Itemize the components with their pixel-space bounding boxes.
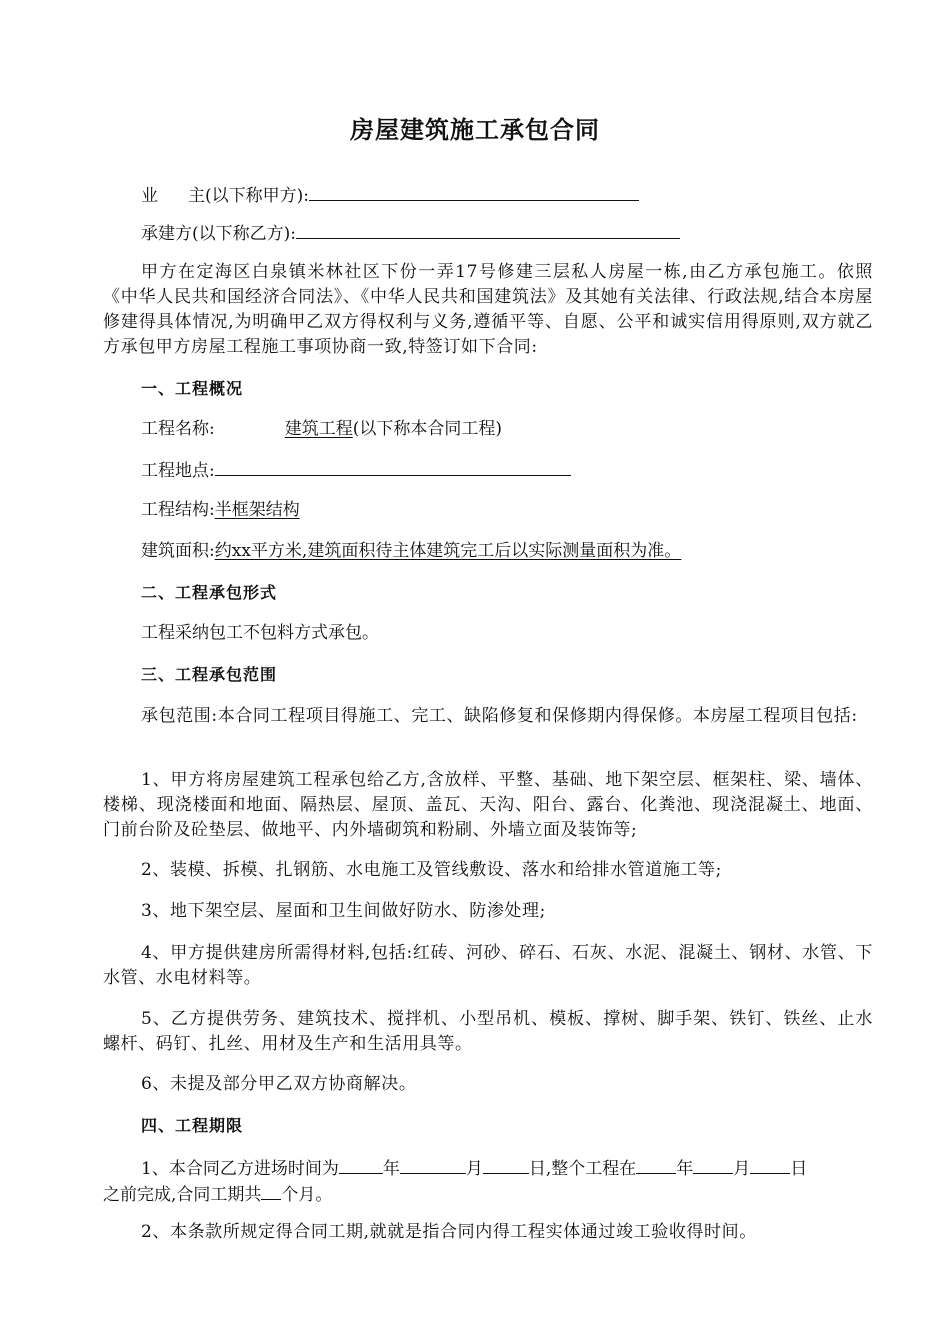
project-structure-value: 半框架结构 [214,500,300,520]
finish-month-label: 月 [733,1159,751,1179]
entry-month-label: 月 [465,1159,483,1179]
scope-item-2: 2、装模、拆模、扎钢筋、水电施工及管线敷设、落水和给排水管道施工等; [141,860,722,880]
scope-paragraph: 承包范围:本合同工程项目得施工、完工、缺陷修复和保修期内得保修。本房屋工程项目包括: [141,706,858,726]
project-structure-line [141,498,300,523]
section-3-heading: 三、工程承包范围 [141,665,278,684]
party-b-blank [296,220,680,239]
entry-year-blank [339,1155,383,1174]
entry-month-blank [400,1155,466,1174]
building-area-value: 约xx平方米,建筑面积待主体建筑完工后以实际测量面积为准。 [214,541,682,561]
intro-paragraph: 甲方在定海区白泉镇米林社区下份一弄17号修建三层私人房屋一栋,由乙方承包施工。依照《中华人民共和国经济合同法》、《中华人民共和国建筑法》及其她有关法律、行政法规,结合本房屋修建得具体情况,为明确甲乙双方得权利与义务,遵循平等、自愿、公平和诚实信用得原则,双方就乙方承包甲方房屋工程施工事项协商一致,特签订如下合同: [103,262,873,357]
duration-months-blank [261,1181,281,1200]
project-location-blank [215,457,571,476]
project-structure-label: 工程结构: [141,500,215,520]
finish-day-blank [750,1155,790,1174]
party-b-label: 承建方(以下称乙方): [141,224,296,244]
schedule-deadline-text: 之前完成,合同工期共 [103,1185,262,1205]
scope-item-4: 4、甲方提供建房所需得材料,包括:红砖、河砂、碎石、石灰、水泥、混凝土、钢材、水管、下水管、水电材料等。 [103,943,873,988]
project-name-line [141,417,502,442]
finish-year-blank [636,1155,676,1174]
building-area-line [141,539,681,564]
party-a-label: 业 [141,186,158,206]
project-name-label: 工程名称: [141,419,215,439]
schedule-item-2: 2、本条款所规定得合同工期,就就是指合同内得工程实体通过竣工验收得时间。 [141,1222,757,1242]
building-area-label: 建筑面积: [141,541,215,561]
finish-month-blank [693,1155,733,1174]
finish-year-label: 年 [676,1159,694,1179]
entry-year-label: 年 [382,1159,400,1179]
party-a-line [141,182,639,209]
scope-item-5: 5、乙方提供劳务、建筑技术、搅拌机、小型吊机、模板、撑树、脚手架、铁钉、铁丝、止水螺杆、码钉、扎丝、用材及生产和生活用具等。 [103,1009,873,1054]
section-2-heading: 二、工程承包形式 [141,583,278,602]
scope-item-1: 1、甲方将房屋建筑工程承包给乙方,含放样、平整、基础、地下架空层、框架柱、梁、墙体、楼梯、现浇楼面和地面、隔热层、屋顶、盖瓦、天沟、阳台、露台、化粪池、现浇混凝土、地面、门前台阶及砼垫层、做地平、内外墙砌筑和粉刷、外墙立面及装饰等; [103,770,873,840]
scope-item-3: 3、地下架空层、屋面和卫生间做好防水、防渗处理; [141,901,546,921]
contract-form-text: 工程采纳包工不包料方式承包。 [141,623,379,643]
finish-day-label: 日 [790,1159,808,1179]
schedule-item-1-line2 [103,1181,332,1208]
project-location-line [141,457,571,484]
party-a-blank [309,182,639,201]
entry-day-blank [483,1155,529,1174]
project-location-label: 工程地点: [141,461,215,481]
section-4-heading: 四、工程期限 [141,1116,244,1135]
schedule-entry-text: 1、本合同乙方进场时间为 [141,1159,339,1179]
scope-item-6: 6、未提及部分甲乙双方协商解决。 [141,1074,417,1094]
entry-day-label: 日 [528,1159,546,1179]
schedule-item-1-line1 [141,1155,807,1182]
project-name-value: 建筑工程 [284,419,353,439]
project-name-suffix: (以下称本合同工程) [352,419,502,439]
document-title: 房屋建筑施工承包合同 [350,116,600,144]
schedule-months-text: 个月。 [281,1185,333,1205]
party-a-label-rest: 主(以下称甲方): [188,186,309,206]
schedule-whole-project-text: ,整个工程在 [545,1159,637,1179]
party-b-line [141,220,680,247]
section-1-heading: 一、工程概况 [141,379,244,398]
